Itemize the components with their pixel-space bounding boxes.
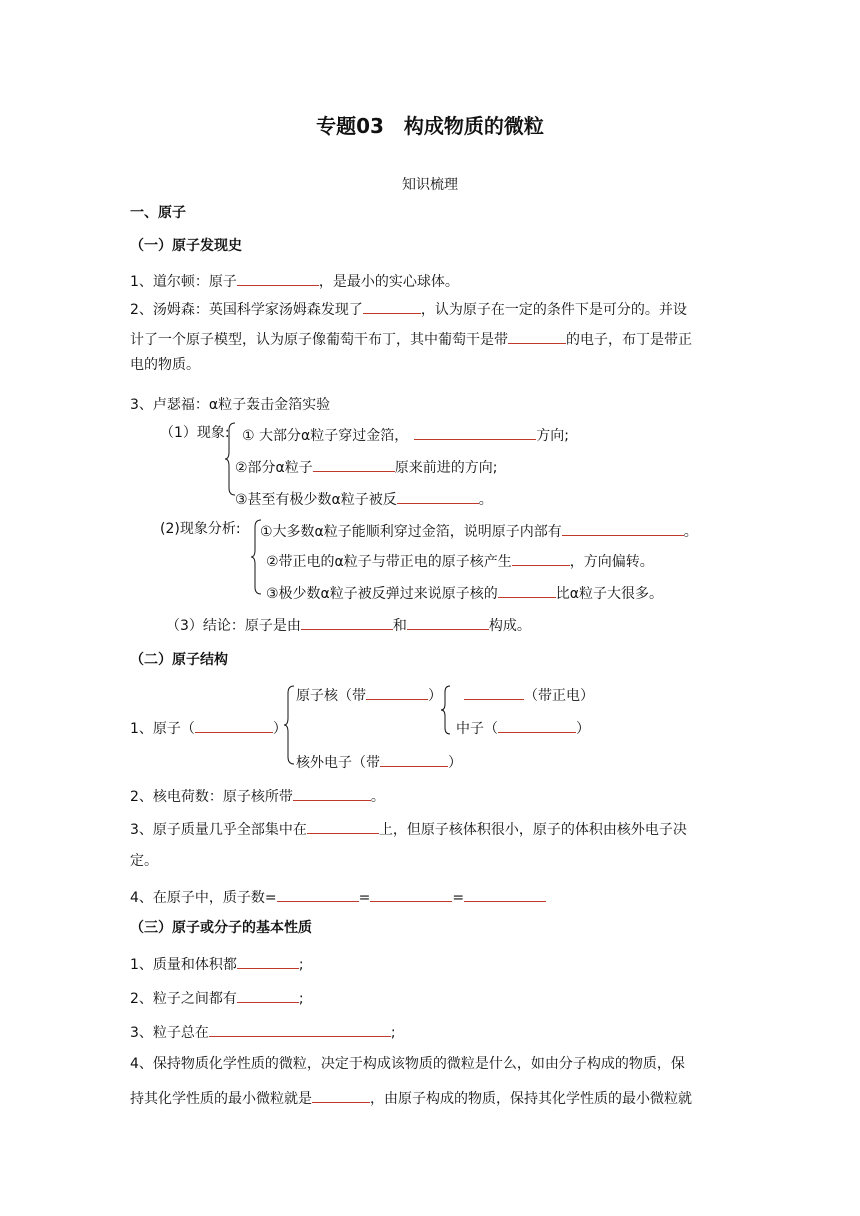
phenomena-item-1 xyxy=(242,424,569,445)
prop2-text-b: ; xyxy=(298,991,304,1007)
nucleus-line xyxy=(296,684,442,705)
conclusion-line xyxy=(166,614,531,635)
line-dalton xyxy=(130,270,459,291)
neutron-line xyxy=(456,717,590,738)
prop1-blank[interactable] xyxy=(237,953,299,969)
phenomena-item-3 xyxy=(235,488,493,509)
property-line-3 xyxy=(130,1021,396,1042)
analysis-item-3 xyxy=(266,582,663,603)
analysis-label: (2)现象分析: xyxy=(160,521,241,537)
mass-line-2: 定。 xyxy=(130,853,158,869)
atom-line xyxy=(130,717,287,738)
brace-nucleus xyxy=(440,684,452,736)
phen3-blank[interactable] xyxy=(397,488,479,504)
ana1-blank[interactable] xyxy=(562,520,684,536)
phen3-text-b: 。 xyxy=(478,492,493,508)
phenomena-item-2 xyxy=(235,456,498,477)
ana3-text-b: 比α粒子大很多。 xyxy=(555,586,664,602)
atom-text-a: 1、原子（ xyxy=(130,721,195,737)
charge-text-b: 。 xyxy=(370,789,385,805)
concl-text-c: 构成。 xyxy=(488,618,531,634)
subsection-heading-properties: （三）原子或分子的基本性质 xyxy=(130,920,312,936)
thomson-text-b: ，认为原子在一定的条件下是可分的。并设 xyxy=(420,302,687,318)
prop3-text-a: 3、粒子总在 xyxy=(130,1025,209,1041)
nucleus-text-a: 原子核（带 xyxy=(296,688,366,704)
prop3-text-b: ; xyxy=(390,1025,396,1041)
pn-text-b: = xyxy=(358,890,371,906)
phen3-text-a: ③甚至有极少数α粒子被反 xyxy=(235,492,397,508)
ana2-text-b: ，方向偏转。 xyxy=(569,554,654,570)
property-line-2 xyxy=(130,987,304,1008)
brace-atom xyxy=(283,684,297,766)
property-line-4: 4、保持物质化学性质的微粒，决定于构成该物质的微粒是什么，如由分子构成的物质，保 xyxy=(130,1056,685,1072)
prop3-blank[interactable] xyxy=(209,1021,391,1037)
phen2-text-a: ②部分α粒子 xyxy=(235,460,313,476)
subsection-heading-structure: （二）原子结构 xyxy=(130,652,228,668)
prop1-text-b: ; xyxy=(298,957,304,973)
phen1-text-b: 方向; xyxy=(536,428,569,444)
mass-blank[interactable] xyxy=(307,818,379,834)
mass-text-a: 3、原子质量几乎全部集中在 xyxy=(130,822,307,838)
ana2-text-a: ②带正电的α粒子与带正电的原子核产生 xyxy=(266,554,512,570)
neutron-text-a: 中子（ xyxy=(456,721,498,737)
electron-blank[interactable] xyxy=(380,751,448,767)
ana3-text-a: ③极少数α粒子被反弹过来说原子核的 xyxy=(266,586,498,602)
property-line-5 xyxy=(130,1087,692,1108)
electron-line xyxy=(296,751,462,772)
phen1-blank[interactable] xyxy=(414,424,536,440)
prop2-blank[interactable] xyxy=(237,987,299,1003)
proton-line xyxy=(464,684,594,705)
phen2-blank[interactable] xyxy=(313,456,395,472)
concl-text-a: （3）结论：原子是由 xyxy=(166,618,301,634)
proton-number-line xyxy=(130,886,546,907)
line-thomson-2 xyxy=(130,328,692,349)
prop5-text-a: 持其化学性质的最小微粒就是 xyxy=(130,1091,312,1107)
ana2-blank[interactable] xyxy=(512,550,570,566)
electron-text-b: ） xyxy=(448,755,462,771)
atom-blank[interactable] xyxy=(195,717,273,733)
neutron-text-b: ） xyxy=(576,721,590,737)
nuclear-charge-line xyxy=(130,785,385,806)
pn-blank-3[interactable] xyxy=(464,886,546,902)
dalton-text-b: ，是最小的实心球体。 xyxy=(318,274,459,290)
ana1-text-b: 。 xyxy=(683,524,698,540)
ana3-blank[interactable] xyxy=(498,582,556,598)
pn-blank-1[interactable] xyxy=(277,886,359,902)
subsection-heading-history: （一）原子发现史 xyxy=(130,238,242,254)
thomson-blank-1[interactable] xyxy=(363,298,421,314)
thomson-text-c: 计了一个原子模型，认为原子像葡萄干布丁，其中葡萄干是带 xyxy=(130,332,508,348)
page-title: 专题03 构成物质的微粒 xyxy=(316,114,544,138)
charge-text-a: 2、核电荷数：原子核所带 xyxy=(130,789,293,805)
concl-blank-1[interactable] xyxy=(301,614,393,630)
electron-text-a: 核外电子（带 xyxy=(296,755,380,771)
prop5-blank[interactable] xyxy=(312,1087,370,1103)
dalton-blank[interactable] xyxy=(237,270,319,286)
section-heading-atom: 一、原子 xyxy=(130,205,186,221)
analysis-item-2 xyxy=(266,550,654,571)
nucleus-blank[interactable] xyxy=(366,684,428,700)
phenomena-label: （1）现象: xyxy=(160,425,230,441)
property-line-1 xyxy=(130,953,304,974)
thomson-text-d: 的电子，布丁是带正 xyxy=(566,332,692,348)
line-thomson-1 xyxy=(130,298,687,319)
pn-text-a: 4、在原子中，质子数= xyxy=(130,890,277,906)
analysis-item-1 xyxy=(260,520,698,541)
neutron-blank[interactable] xyxy=(498,717,576,733)
page-subtitle: 知识梳理 xyxy=(402,177,458,193)
proton-blank[interactable] xyxy=(464,684,524,700)
phen2-text-b: 原来前进的方向; xyxy=(394,460,498,476)
prop1-text-a: 1、质量和体积都 xyxy=(130,957,237,973)
ana1-text-a: ①大多数α粒子能顺利穿过金箔，说明原子内部有 xyxy=(260,524,562,540)
proton-text: （带正电） xyxy=(524,688,594,704)
phen1-text-a: ① 大部分α粒子穿过金箔， xyxy=(242,428,409,444)
concl-text-b: 和 xyxy=(392,618,407,634)
concl-blank-2[interactable] xyxy=(407,614,489,630)
mass-text-b: 上，但原子核体积很小，原子的体积由核外电子决 xyxy=(378,822,687,838)
charge-blank[interactable] xyxy=(293,785,371,801)
mass-line-1 xyxy=(130,818,687,839)
nucleus-text-b: ） xyxy=(428,688,442,704)
pn-blank-2[interactable] xyxy=(370,886,452,902)
prop2-text-a: 2、粒子之间都有 xyxy=(130,991,237,1007)
pn-text-c: = xyxy=(452,890,465,906)
line-rutherford: 3、卢瑟福：α粒子轰击金箔实验 xyxy=(130,397,331,413)
line-thomson-3: 电的物质。 xyxy=(130,357,200,373)
thomson-text-a: 2、汤姆森：英国科学家汤姆森发现了 xyxy=(130,302,363,318)
atom-text-b: ） xyxy=(272,721,287,737)
dalton-text-a: 1、道尔顿：原子 xyxy=(130,274,237,290)
thomson-blank-2[interactable] xyxy=(508,328,566,344)
prop5-text-b: ，由原子构成的物质，保持其化学性质的最小微粒就 xyxy=(370,1091,692,1107)
